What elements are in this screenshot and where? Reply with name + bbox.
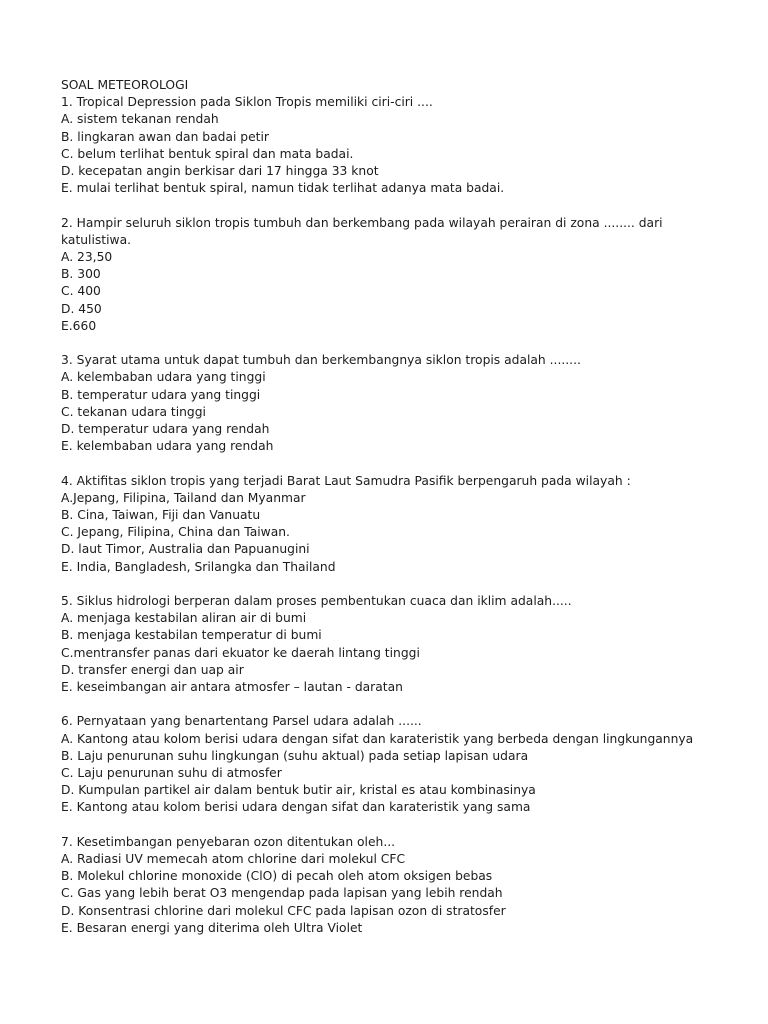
option-b: B. 300 — [61, 267, 101, 282]
question-text: 7. Kesetimbangan penyebaran ozon ditentukan oleh... — [61, 834, 396, 849]
option-b: B. Cina, Taiwan, Fiji dan Vanuatu — [61, 508, 261, 523]
option-e: E. India, Bangladesh, Srilangka dan Thailand — [61, 559, 336, 574]
question-6 — [61, 713, 721, 816]
option-list — [61, 610, 721, 696]
question-3 — [61, 352, 721, 455]
option-c: C. 400 — [61, 284, 101, 299]
option-b: B. Laju penurunan suhu lingkungan (suhu aktual) pada setiap lapisan udara — [61, 748, 529, 763]
question-text: 1. Tropical Depression pada Siklon Tropis memiliki ciri-ciri .... — [61, 95, 433, 110]
question-7 — [61, 834, 721, 937]
option-b: B. temperatur udara yang tinggi — [61, 387, 261, 402]
option-c: C. Jepang, Filipina, China dan Taiwan. — [61, 525, 290, 540]
option-b: B. menjaga kestabilan temperatur di bumi — [61, 628, 322, 643]
question-text: 5. Siklus hidrologi berperan dalam proses pembentukan cuaca dan iklim adalah..... — [61, 594, 572, 609]
option-a: A.Jepang, Filipina, Tailand dan Myanmar — [61, 490, 306, 505]
option-c: C. tekanan udara tinggi — [61, 404, 206, 419]
question-text: 4. Aktifitas siklon tropis yang terjadi Barat Laut Samudra Pasifik berpengaruh pada wilayah : — [61, 473, 631, 488]
question-text: 3. Syarat utama untuk dapat tumbuh dan berkembangnya siklon tropis adalah ........ — [61, 353, 581, 368]
option-list — [61, 490, 721, 576]
option-list — [61, 731, 721, 817]
option-b: B. Molekul chlorine monoxide (ClO) di pecah oleh atom oksigen bebas — [61, 869, 493, 884]
option-list — [61, 249, 721, 335]
document-page — [61, 77, 721, 937]
option-a: A. sistem tekanan rendah — [61, 112, 219, 127]
option-d: D. transfer energi dan uap air — [61, 662, 244, 677]
option-c: C. Laju penurunan suhu di atmosfer — [61, 766, 282, 781]
option-list — [61, 369, 721, 455]
option-a: A. Radiasi UV memecah atom chlorine dari molekul CFC — [61, 852, 406, 867]
option-list — [61, 851, 721, 937]
option-d: D. laut Timor, Australia dan Papuanugini — [61, 542, 310, 557]
option-d: D. temperatur udara yang rendah — [61, 422, 270, 437]
option-a: A. menjaga kestabilan aliran air di bumi — [61, 611, 307, 626]
option-e: E. Besaran energi yang diterima oleh Ultra Violet — [61, 920, 363, 935]
option-c: C. Gas yang lebih berat O3 mengendap pada lapisan yang lebih rendah — [61, 886, 503, 901]
option-e: E.660 — [61, 318, 97, 333]
option-d: D. Kumpulan partikel air dalam bentuk butir air, kristal es atau kombinasinya — [61, 783, 536, 798]
question-2 — [61, 215, 721, 335]
option-d: D. kecepatan angin berkisar dari 17 hingga 33 knot — [61, 164, 379, 179]
option-a: A. kelembaban udara yang tinggi — [61, 370, 266, 385]
question-4 — [61, 473, 721, 576]
question-text: 2. Hampir seluruh siklon tropis tumbuh dan berkembang pada wilayah perairan di zona ........ dari katulistiwa. — [61, 215, 663, 247]
option-d: D. 450 — [61, 301, 102, 316]
option-d: D. Konsentrasi chlorine dari molekul CFC pada lapisan ozon di stratosfer — [61, 903, 506, 918]
option-a: A. 23,50 — [61, 250, 113, 265]
question-5 — [61, 593, 721, 696]
option-e: E. mulai terlihat bentuk spiral, namun tidak terlihat adanya mata badai. — [61, 181, 505, 196]
document-title: SOAL METEOROLOGI — [61, 78, 189, 92]
option-a: A. Kantong atau kolom berisi udara dengan sifat dan karateristik yang berbeda dengan lingkungannya — [61, 731, 694, 746]
option-list — [61, 111, 721, 197]
option-b: B. lingkaran awan dan badai petir — [61, 129, 269, 144]
question-text: 6. Pernyataan yang benartentang Parsel udara adalah ...... — [61, 714, 422, 729]
option-c: C. belum terlihat bentuk spiral dan mata badai. — [61, 146, 354, 161]
option-e: E. Kantong atau kolom berisi udara dengan sifat dan karateristik yang sama — [61, 800, 531, 815]
option-c: C.mentransfer panas dari ekuator ke daerah lintang tinggi — [61, 645, 420, 660]
option-e: E. kelembaban udara yang rendah — [61, 439, 274, 454]
option-e: E. keseimbangan air antara atmosfer – lautan - daratan — [61, 680, 403, 695]
question-1 — [61, 94, 721, 197]
